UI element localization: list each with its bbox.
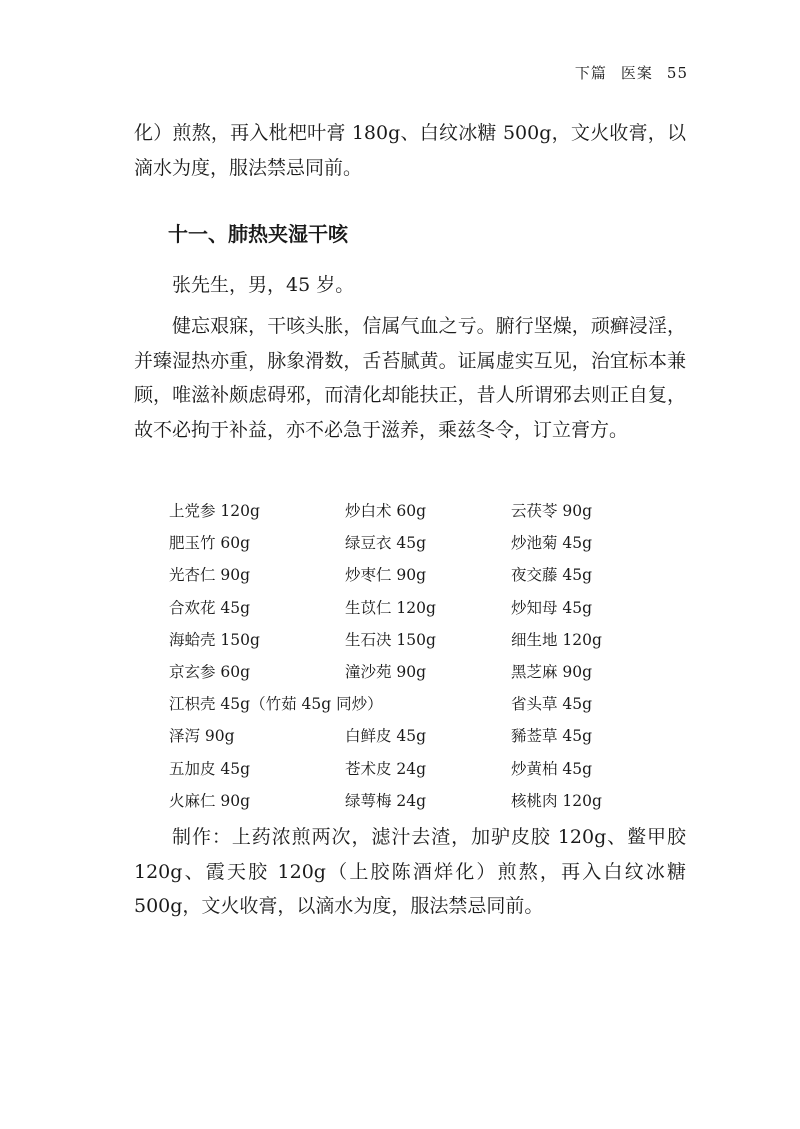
- herb-row: [169, 655, 689, 687]
- herb-row: [169, 719, 689, 751]
- herb-row: [169, 591, 689, 623]
- herb-item: 生苡仁 120g: [345, 598, 436, 617]
- header-chapter: 医案: [620, 64, 653, 82]
- herb-item: 绿豆衣 45g: [345, 534, 427, 553]
- page-number: 55: [666, 64, 688, 82]
- herb-item: 白鲜皮 45g: [345, 727, 427, 746]
- herb-item: 江枳壳 45g（竹茹 45g 同炒）: [169, 695, 383, 714]
- herb-item: 苍术皮 24g: [345, 759, 427, 778]
- herb-item: 黑芝麻 90g: [511, 663, 593, 682]
- herb-item: 夜交藤 45g: [511, 566, 593, 585]
- herb-item: 炒白术 60g: [345, 502, 427, 521]
- herb-item: 炒知母 45g: [511, 598, 593, 617]
- intro-paragraph: 化）煎熬，再入枇杷叶膏 180g、白纹冰糖 500g，文火收膏，以滴水为度，服法禁忌同前。: [134, 122, 686, 179]
- case-title: 十一、肺热夹湿干咳: [168, 222, 348, 246]
- patient-info: 张先生，男，45 岁。: [172, 274, 355, 296]
- preparation-paragraph: 制作：上药浓煎两次，滤汁去渣，加驴皮胶 120g、鳖甲胶 120g、霞天胶 120g（上胶陈酒烊化）煎熬，再入白纹冰糖 500g，文火收膏，以滴水为度，服法禁忌同前。: [134, 826, 686, 917]
- header-section: 下篇: [574, 64, 607, 82]
- herb-list: [169, 494, 689, 816]
- herb-row: [169, 687, 689, 719]
- herb-row: [169, 623, 689, 655]
- herb-item: 生石决 150g: [345, 630, 436, 649]
- herb-item: 炒枣仁 90g: [345, 566, 427, 585]
- herb-item: 云茯苓 90g: [511, 502, 593, 521]
- herb-item: 潼沙苑 90g: [345, 663, 427, 682]
- herb-item: 合欢花 45g: [169, 598, 251, 617]
- page-header: [575, 62, 688, 83]
- herb-item: 五加皮 45g: [169, 759, 251, 778]
- herb-item: 细生地 120g: [511, 630, 602, 649]
- herb-item: 炒池菊 45g: [511, 534, 593, 553]
- herb-item: 肥玉竹 60g: [169, 534, 251, 553]
- herb-item: 光杏仁 90g: [169, 566, 251, 585]
- herb-item: 炒黄柏 45g: [511, 759, 593, 778]
- herb-row: [169, 494, 689, 526]
- herb-item: 豨莶草 45g: [511, 727, 593, 746]
- herb-item: 泽泻 90g: [169, 727, 235, 746]
- herb-row: [169, 752, 689, 784]
- herb-item: 京玄参 60g: [169, 663, 251, 682]
- herb-item: 核桃肉 120g: [511, 791, 602, 810]
- herb-row: [169, 526, 689, 558]
- herb-row: [169, 558, 689, 590]
- diagnosis-paragraph: 健忘艰寐，干咳头胀，信属气血之亏。腑行坚燥，顽癣浸淫，并臻湿热亦重，脉象滑数，舌苔腻黄。证属虚实互见，治宜标本兼顾，唯滋补颇虑碍邪，而清化却能扶正，昔人所谓邪去则正自复，故不必拘于补益，亦不必急于滋养，乘兹冬令，订立膏方。: [134, 315, 686, 441]
- herb-item: 绿萼梅 24g: [345, 791, 427, 810]
- herb-item: 省头草 45g: [511, 695, 593, 714]
- herb-row: [169, 784, 689, 816]
- herb-item: 火麻仁 90g: [169, 791, 251, 810]
- herb-item: 上党参 120g: [169, 502, 260, 521]
- herb-item: 海蛤壳 150g: [169, 630, 260, 649]
